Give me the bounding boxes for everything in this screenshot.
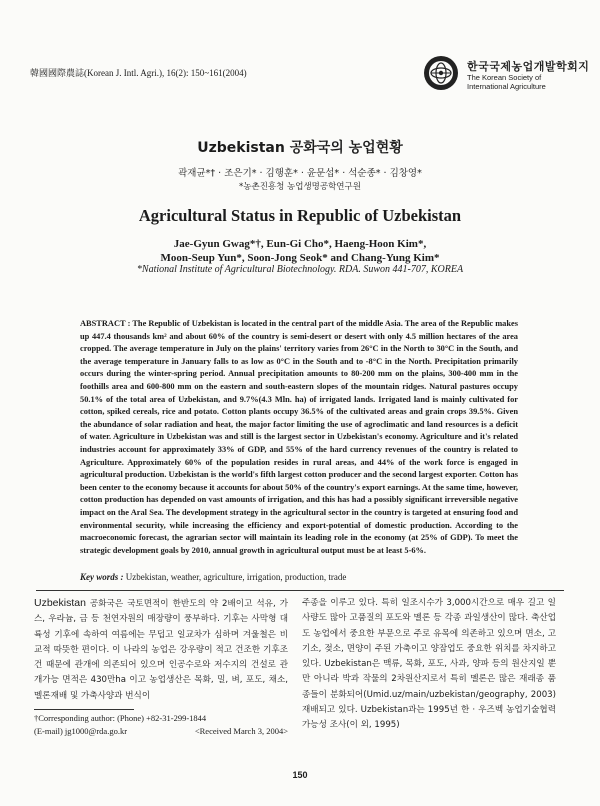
affiliation-korean: *농촌진흥청 농업생명공학연구원 bbox=[239, 182, 361, 192]
authors-english-line2: Moon-Seup Yun*, Soon-Jong Seok* and Chang-Yung Kim* bbox=[160, 252, 440, 264]
title-korean: Uzbekistan 공화국의 농업현황 bbox=[197, 140, 403, 156]
abstract bbox=[80, 318, 518, 557]
authors-english-line1: Jae-Gyun Gwag*†, Eun-Gi Cho*, Haeng-Hoon Kim*, bbox=[173, 238, 427, 250]
authors-english bbox=[0, 237, 600, 265]
body-column-right bbox=[302, 596, 556, 734]
corresponding-author: †Corresponding author: (Phone) +82-31-299-1844 bbox=[34, 713, 207, 723]
abstract-text: The Republic of Uzbekistan is located in the central part of the middle Asia. The area of the Republic makes up 447.4 thousands km² and about 60% of the country is semi-desert or desert with only 4.5 million hectares of the area cropped. The average temperature in July on the plains' territory varies from 26°C in the North to 30°C in the South, and the average temperature in January falls to as low as 0°C in the South and to -8°C in the North. Precipitation primarily occurs during the winter-spring period. Annual precipitation amounts to 80-200 mm on the plains, 300-400 mm in the foothills area and 600-800 mm on the eastern and south-eastern slopes of the mountain ridges. Natural pastures occupy 50.1% of the total area of Uzbekistan, and 9.7%(4.3 Mln. ha) of irrigated lands. Irrigated land is mainly cultivated for cotton, spiked cereals, rice and potato. Cotton plants occupy 36.5% of the cultivated areas and grain crops 39.5%. Given the abundance of solar radiation and heat, the major factor limiting the use of agroclimatic and land resources is a deficit of water. Agriculture in Uzbekistan was and still is the largest sector in Uzbekistan's economy. Agriculture and it's related industries account for approximately 33% of GDP, and 55% of the hard currency revenues of the country is related to Agriculture. Approximately 60% of the population resides in rural areas, and 44% of the work force is engaged in agricultural production. Uzbekistan is the world's fifth largest cotton producer and the second largest exporter. Cotton has been center to the economy because it accounts for about 50% of the country's export earnings. At the same time, however, cotton production has depended on vast amounts of irrigation, and this has had a possibly significant irreversible negative impact on the Aral Sea. The development strategy in the agricultural sector in the country is targeted at ensuring food and environmental security, while increasing the efficiency and export-potential of domestic production. According to the macroeconomic forecast, the agrarian sector will maintain its leading role in the economy (at 25% of GDP). To meet the strategic development goals by 2010, annual growth in agricultural output must be at least 5-6%. bbox=[80, 319, 518, 555]
footnote bbox=[34, 712, 288, 737]
body-lead-word: Uzbekistan bbox=[34, 597, 86, 609]
body-column-left bbox=[34, 596, 288, 704]
keywords bbox=[80, 572, 520, 582]
body-right-text: 주종을 이루고 있다. 특히 일조시수가 3,000시간으로 매우 길고 일사량도 많아 고품질의 포도와 멜론 등 각종 과일생산이 많다. 축산업도 농업에서 중요한 부문으로 주로 유목에 의존하고 있으며 면소, 고기소, 젖소, 면양이 주된 가축이고 양잠업도 중요한 위치를 차지하고 있다. Uzbekistan은 맥류, 목화, 포도, 사과, 양파 등의 원산지일 뿐만 아니라 박과 작물의 2차원산지로서 특히 멜론은 많은 재래종 품종들이 분화되어(Umid.uz/main/uzbekistan/geography, 2003) 재배되고 있다. Uzbekistan과는 1995년 한 · 우즈벡 농업기술협력 가능성 조사(이 외, 1995) bbox=[302, 598, 556, 731]
body-left-text: 공화국은 국토면적이 한반도의 약 2배이고 석유, 가스, 우라늄, 금 등 천연자원의 매장량이 풍부하다. 기후는 사막형 대륙성 기후에 속하여 여름에는 무덥고 일교차가 심하며 겨울철은 비교적 따뜻한 편이다. 이 나라의 농업은 강우량이 적고 건조한 기후조건 때문에 관개에 의존되어 있으며 인공수로와 저수지의 건설로 관개가능 면적은 430만ha 이고 농업생산은 목화, 밀, 벼, 포도, 채소, 멜론재배 및 가축사양과 번식이 bbox=[34, 599, 288, 701]
authors-korean: 곽재균*† · 조은기* · 김행훈* · 윤문섭* · 석순종* · 김창영* bbox=[178, 168, 422, 179]
keywords-text: Uzbekistan, weather, agriculture, irrigation, production, trade bbox=[125, 572, 347, 582]
keywords-label: Key words : bbox=[80, 572, 124, 582]
page-number: 150 bbox=[292, 770, 308, 780]
author-email: (E-mail) jg1000@rda.go.kr bbox=[34, 725, 128, 736]
received-date: <Received March 3, 2004> bbox=[194, 725, 288, 736]
abstract-label: ABSTRACT : bbox=[80, 319, 131, 328]
section-divider bbox=[36, 590, 564, 591]
footnote-divider bbox=[34, 709, 134, 710]
journal-citation: 韓國國際農誌(Korean J. Intl. Agri.), 16(2): 150~161(2004) bbox=[30, 68, 247, 78]
society-name-english: The Korean Society of International Agriculture bbox=[467, 73, 546, 91]
title-english: Agricultural Status in Republic of Uzbekistan bbox=[138, 206, 462, 225]
society-logo bbox=[423, 55, 459, 91]
affiliation-english: *National Institute of Agricultural Biotechnology. RDA. Suwon 441-707, KOREA bbox=[136, 264, 464, 275]
society-name-korean: 한국국제농업개발학회지 bbox=[467, 60, 590, 73]
